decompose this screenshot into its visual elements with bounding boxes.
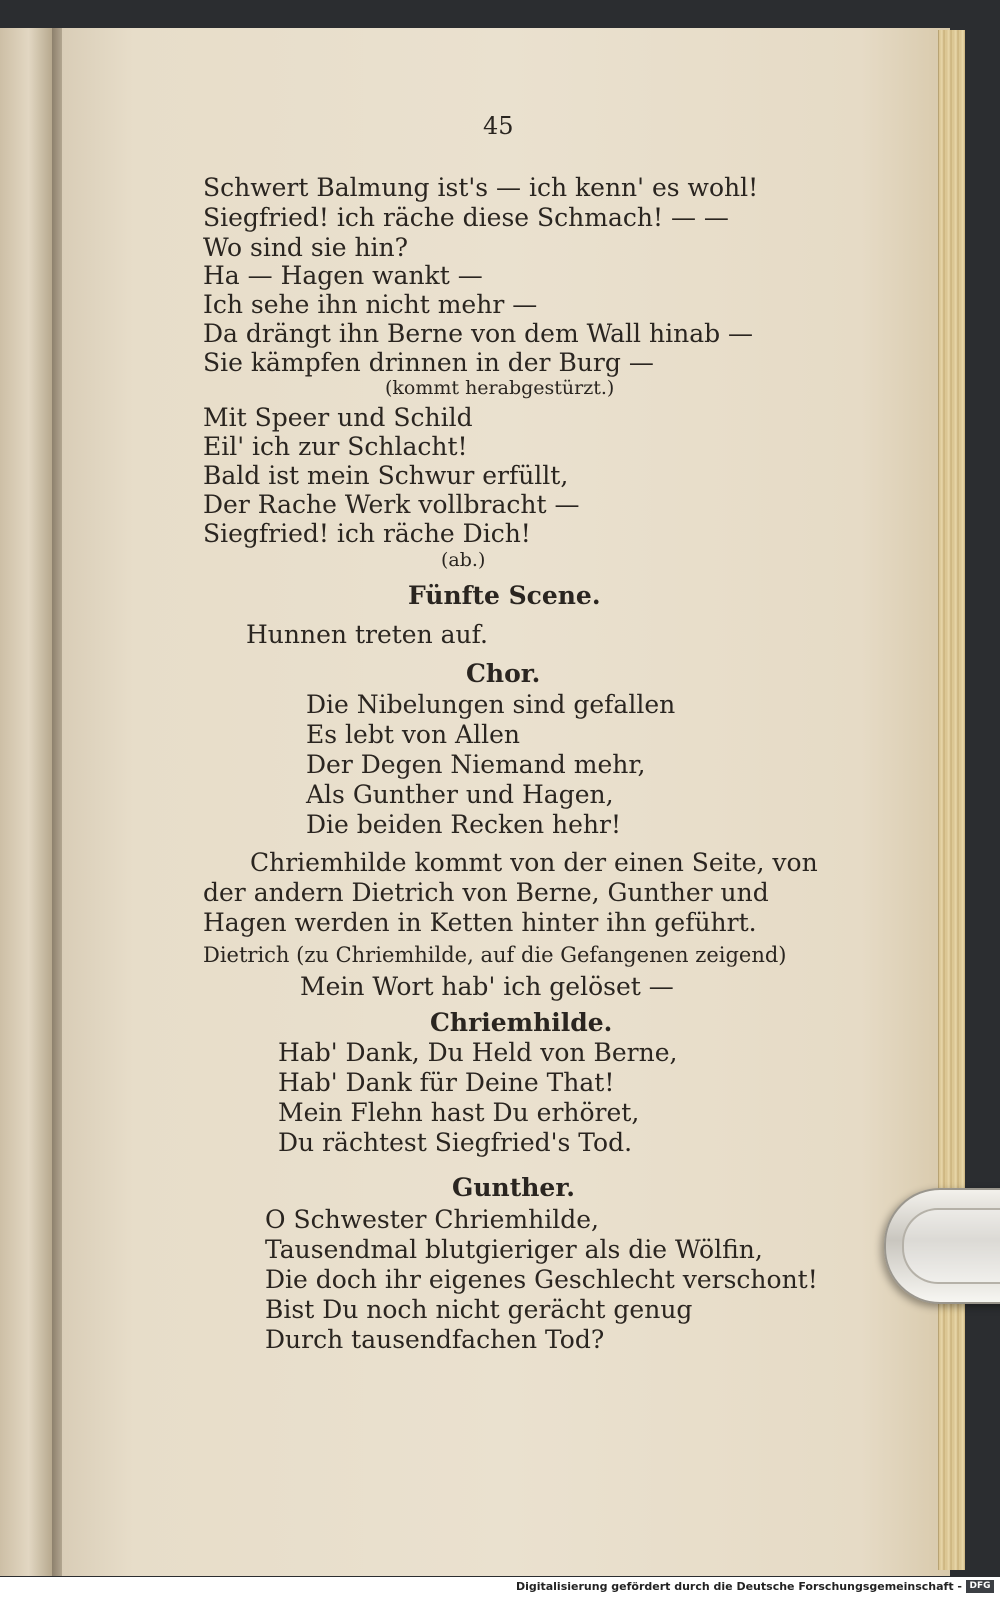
dfg-logo: DFG [966, 1580, 994, 1593]
speaker-line: Dietrich (zu Chriemhilde, auf die Gefangenen zeigend) [203, 943, 787, 967]
stage-direction: Hagen werden in Ketten hinter ihn geführt. [203, 908, 757, 937]
page-clip [884, 1188, 1000, 1304]
text-line: Bist Du noch nicht gerächt genug [265, 1295, 693, 1324]
text-line: Sie kämpfen drinnen in der Burg — [203, 348, 654, 377]
stage-direction: der andern Dietrich von Berne, Gunther und [203, 878, 769, 907]
text-line: Durch tausendfachen Tod? [265, 1325, 605, 1354]
text-line: Die beiden Recken hehr! [306, 810, 622, 839]
text-line: Hab' Dank, Du Held von Berne, [278, 1038, 678, 1067]
text-line: Du rächtest Siegfried's Tod. [278, 1128, 633, 1157]
text-line: Wo sind sie hin? [203, 233, 409, 262]
text-line: Ha — Hagen wankt — [203, 261, 483, 290]
text-line: Siegfried! ich räche diese Schmach! — — [203, 203, 729, 232]
text-line: Schwert Balmung ist's — ich kenn' es wohl! [203, 173, 759, 202]
text-line: Tausendmal blutgieriger als die Wölfin, [265, 1235, 763, 1264]
text-line: Bald ist mein Schwur erfüllt, [203, 461, 569, 490]
text-line: Mein Wort hab' ich gelöset — [300, 972, 674, 1001]
footer-credit: Digitalisierung gefördert durch die Deutsche Forschungsgemeinschaft - [515, 1580, 962, 1593]
text-line: Siegfried! ich räche Dich! [203, 519, 531, 548]
page-clip-inner [902, 1208, 1000, 1284]
stage-direction: Chriemhilde kommt von der einen Seite, von [250, 848, 818, 877]
text-line: Mit Speer und Schild [203, 403, 473, 432]
stage-direction: (ab.) [441, 549, 486, 571]
text-line: Als Gunther und Hagen, [306, 780, 614, 809]
footer-bar [0, 1577, 1000, 1597]
scene-heading: Fünfte Scene. [408, 581, 601, 610]
text-line: Es lebt von Allen [306, 720, 520, 749]
text-line: Die Nibelungen sind gefallen [306, 690, 676, 719]
text-line: Ich sehe ihn nicht mehr — [203, 290, 538, 319]
text-line: Der Rache Werk vollbracht — [203, 490, 580, 519]
stage-direction: (kommt herabgestürzt.) [385, 377, 615, 399]
text-line: Eil' ich zur Schlacht! [203, 432, 468, 461]
speaker-name: Gunther. [452, 1173, 575, 1202]
page-number: 45 [483, 112, 514, 140]
text-line: Mein Flehn hast Du erhöret, [278, 1098, 640, 1127]
text-line: Da drängt ihn Berne von dem Wall hinab — [203, 319, 754, 348]
speaker-name: Chriemhilde. [430, 1008, 613, 1037]
text-line: Der Degen Niemand mehr, [306, 750, 646, 779]
text-line: Die doch ihr eigenes Geschlecht verschont! [265, 1265, 818, 1294]
text-line: O Schwester Chriemhilde, [265, 1205, 599, 1234]
text-line: Hab' Dank für Deine That! [278, 1068, 615, 1097]
speaker-name: Chor. [466, 659, 541, 688]
stage-direction: Hunnen treten auf. [246, 620, 488, 649]
